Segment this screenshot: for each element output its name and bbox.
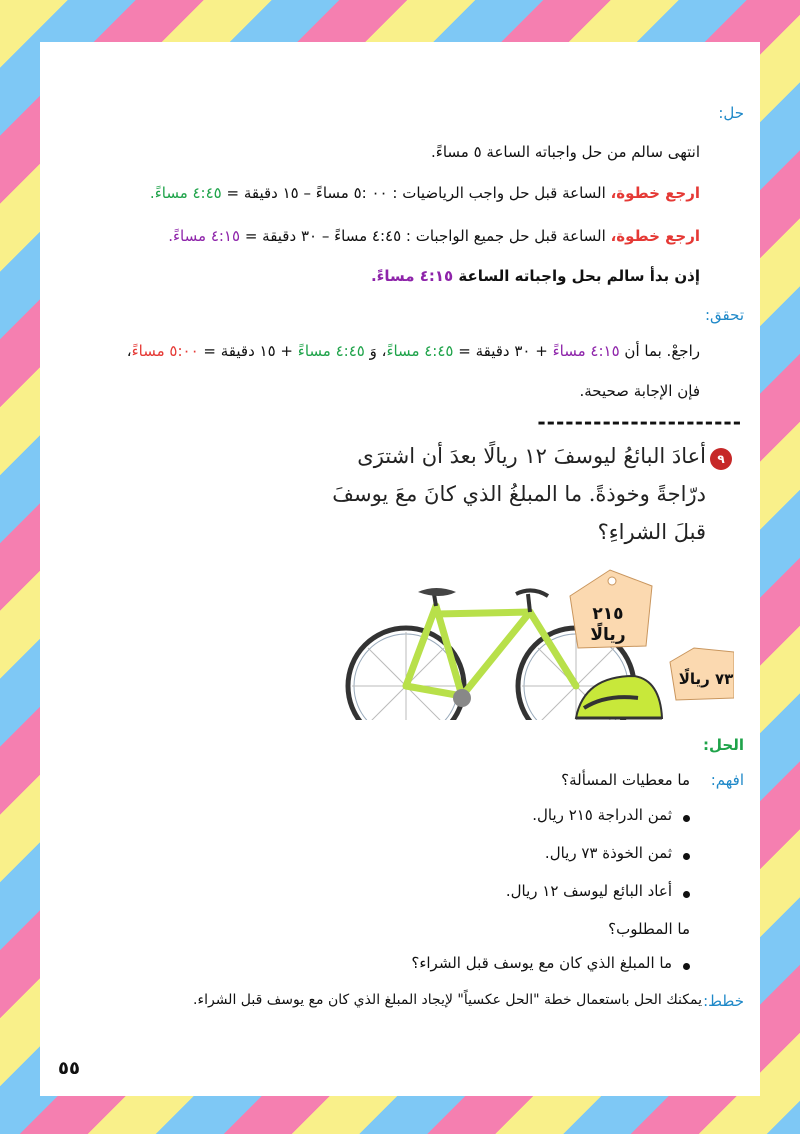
helmet-icon: [576, 676, 662, 718]
bike-tag-unit: ريالًا: [590, 625, 626, 645]
step-back-label: ارجع خطوة،: [610, 184, 700, 202]
page: [40, 42, 760, 1096]
problem-9: [332, 436, 734, 720]
step-result: ٤:٤٥ مساءً.: [149, 184, 222, 202]
question-given: ما معطيات المسألة؟: [561, 771, 690, 789]
question-required: ما المطلوب؟: [608, 920, 690, 938]
check-conclusion: فإن الإجابة صحيحة.: [579, 382, 700, 400]
problem-line-2: درّاجةً وخوذةً. ما المبلغُ الذي كانَ معَ يوسفَ: [332, 482, 706, 506]
conclusion-time: ٤:١٥ مساءً.: [370, 267, 454, 285]
given-item: ثمن الدراجة ٢١٥ ريال.: [532, 806, 672, 824]
check-text: + ١٥ دقيقة =: [198, 342, 298, 360]
bullet-icon: [683, 891, 690, 898]
step-text: الساعة قبل حل واجب الرياضيات : ٠٠ :٥ مساءً – ١٥ دقيقة =: [221, 184, 606, 202]
step-text: الساعة قبل حل جميع الواجبات : ٤:٤٥ مساءً – ٣٠ دقيقة =: [240, 227, 606, 245]
bike-tag-number: ٢١٥: [592, 604, 624, 624]
check-line: راجعْ. بما أن ٤:١٥ مساءً + ٣٠ دقيقة = ٤:٤٥ مساءً، وَ ٤:٤٥ مساءً + ١٥ دقيقة = ٥:٠٠ مساءً،: [126, 342, 700, 360]
conclusion-text: إذن بدأ سالم بحل واجباته الساعة: [453, 267, 700, 285]
problem-number: ٩: [710, 448, 732, 470]
solution-line-1: انتهى سالم من حل واجباته الساعة ٥ مساءً.: [431, 143, 700, 161]
problem-line-3: قبلَ الشراءِ؟: [597, 520, 706, 544]
plan-label: خطط:: [703, 992, 744, 1010]
step-back-label: ارجع خطوة،: [610, 227, 700, 245]
required-item: ما المبلغ الذي كان مع يوسف قبل الشراء؟: [411, 954, 672, 972]
conclusion: [371, 267, 700, 285]
understand-label: افهم:: [710, 771, 744, 789]
bicycle-helmet-illustration: [344, 436, 734, 720]
check-header: تحقق:: [704, 306, 744, 324]
check-value: ٥:٠٠ مساءً: [131, 342, 199, 360]
check-value: ٤:٤٥ مساءً: [386, 342, 454, 360]
solution2-header: الحل:: [703, 736, 744, 754]
divider: ----------------------: [537, 410, 742, 434]
check-text: راجعْ. بما أن: [619, 342, 700, 360]
check-text: ، وَ: [364, 342, 387, 360]
check-value: ٤:٤٥ مساءً: [297, 342, 365, 360]
page-number: ٥٥: [58, 1058, 80, 1079]
problem-line-1: أعادَ البائعُ ليوسفَ ١٢ ريالًا بعدَ أن اشترَى: [357, 444, 706, 468]
solution-header: حل:: [718, 104, 744, 122]
step-back-2: [168, 227, 700, 245]
bullet-icon: [683, 853, 690, 860]
step-result: ٤:١٥ مساءً.: [168, 227, 241, 245]
bullet-icon: [683, 815, 690, 822]
given-item: ثمن الخوذة ٧٣ ريال.: [544, 844, 672, 862]
bullet-icon: [683, 963, 690, 970]
given-item: أعاد البائع ليوسف ١٢ ريال.: [505, 882, 672, 900]
plan-text: يمكنك الحل باستعمال خطة "الحل عكسياً" لإيجاد المبلغ الذي كان مع يوسف قبل الشراء.: [193, 992, 702, 1008]
check-value: ٤:١٥ مساءً: [552, 342, 620, 360]
step-back-1: [150, 184, 700, 202]
bike-price-tag-icon: [570, 570, 652, 648]
check-text: + ٣٠ دقيقة =: [453, 342, 553, 360]
helmet-price-tag-icon: [670, 648, 734, 700]
helmet-tag-text: ٧٣ ريالًا: [678, 670, 734, 688]
